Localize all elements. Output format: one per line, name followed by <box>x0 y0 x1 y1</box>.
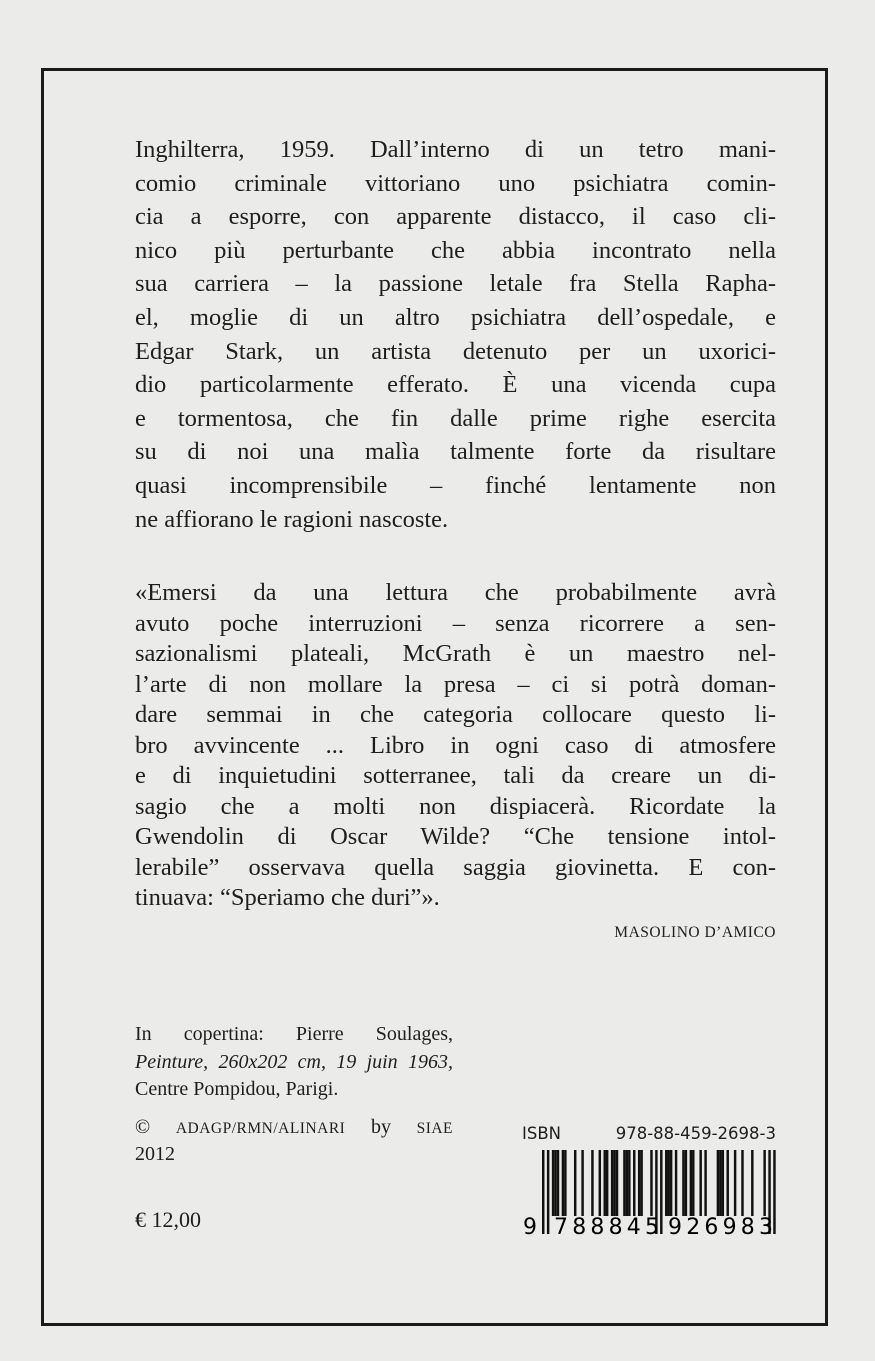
barcode-bar <box>734 1150 736 1216</box>
text-line: sazionalismi plateali, McGrath è un maestro nel- <box>135 640 776 667</box>
barcode-bar <box>741 1150 743 1216</box>
barcode-bar <box>685 1150 687 1216</box>
barcode-bar <box>722 1150 724 1216</box>
text-line: «Emersi da una lettura che probabilmente avrà <box>135 579 776 606</box>
barcode-bar <box>727 1150 729 1216</box>
text-line: dare semmai in che categoria collocare questo li- <box>135 701 776 728</box>
text-line: nico più perturbante che abbia incontrato nella <box>135 236 776 264</box>
barcode-bar <box>552 1150 554 1216</box>
barcode <box>520 1150 780 1245</box>
barcode-bar <box>660 1150 662 1234</box>
text-line: e di inquietudini sotterranee, tali da creare un di- <box>135 762 776 789</box>
text-line: Edgar Stark, un artista detenuto per un uxorici- <box>135 337 776 365</box>
barcode-bar <box>763 1150 765 1216</box>
barcode-bar <box>628 1150 630 1216</box>
price: € 12,00 <box>135 1207 201 1232</box>
copyright-symbol: © <box>135 1115 151 1138</box>
text-line: sua carriera – la passione letale fra Stella Rapha- <box>135 270 776 298</box>
blurb-paragraph <box>135 133 776 536</box>
barcode-bar <box>623 1150 625 1216</box>
barcode-bar <box>667 1150 669 1216</box>
text-line: el, moglie di un altro psichiatra dell’ospedale, e <box>135 303 776 331</box>
barcode-bar <box>616 1150 618 1216</box>
barcode-bar <box>650 1150 652 1216</box>
barcode-bar <box>547 1150 549 1234</box>
copyright-holders: ADAGP/RMN/ALINARI <box>175 1119 346 1137</box>
barcode-bar <box>591 1150 593 1216</box>
barcode-bar <box>557 1150 559 1216</box>
barcode-left-digits: 788845 <box>554 1215 659 1240</box>
barcode-bar <box>564 1150 566 1216</box>
barcode-bar <box>751 1150 753 1216</box>
barcode-bar <box>542 1150 544 1234</box>
barcode-right-digits: 926983 <box>668 1215 773 1240</box>
copyright-year: 2012 <box>135 1143 175 1165</box>
barcode-bar <box>640 1150 642 1216</box>
text-line: comio criminale vittoriano uno psichiatra comin- <box>135 169 776 197</box>
barcode-bar <box>581 1150 583 1216</box>
text-line: e tormentosa, che fin dalle prime righe esercita <box>135 404 776 432</box>
quote-author: MASOLINO D’AMICO <box>614 924 776 941</box>
text-line: quasi incomprensibile – finché lentamente non <box>135 471 776 499</box>
text-line: su di noi una malìa talmente forte da risultare <box>135 438 776 466</box>
text-line: ne affiorano le ragioni nascoste. <box>135 505 449 533</box>
barcode-bar <box>690 1150 692 1216</box>
barcode-bar <box>638 1150 640 1216</box>
text-line: tinuava: “Speriamo che duri”». <box>135 884 440 911</box>
barcode-bar <box>613 1150 615 1216</box>
text-line: lerabile” osservava quella saggia giovinetta. E con- <box>135 853 776 881</box>
text-line: cia a esporre, con apparente distacco, il caso cli- <box>135 203 776 231</box>
isbn-label: ISBN 978-88-459-2698-3 <box>522 1124 776 1143</box>
credits-artwork: Peinture, 260x202 cm, 19 juin 1963, <box>135 1050 453 1073</box>
barcode-bar <box>773 1150 775 1234</box>
barcode-bar <box>562 1150 564 1216</box>
text-line: bro avvincente ... Libro in ogni caso di atmosfere <box>135 731 776 759</box>
copyright-org: SIAE <box>416 1119 454 1137</box>
cover-credits <box>135 1021 453 1169</box>
credits-museum: Centre Pompidou, Parigi. <box>135 1078 339 1100</box>
text-line: dio particolarmente efferato. È una vicenda cupa <box>135 371 776 399</box>
barcode-bar <box>599 1150 601 1216</box>
barcode-bar <box>670 1150 672 1216</box>
barcode-bar <box>719 1150 721 1216</box>
credits-line: In copertina: Pierre Soulages, <box>135 1023 453 1045</box>
barcode-bar <box>692 1150 694 1216</box>
text-line: sagio che a molti non dispiacerà. Ricordate la <box>135 792 776 820</box>
text-line: l’arte di non mollare la presa – ci si potrà doman- <box>135 670 776 698</box>
text-line: avuto poche interruzioni – senza ricorrere a sen- <box>135 609 776 637</box>
barcode-bar <box>682 1150 684 1216</box>
barcode-bar <box>675 1150 677 1216</box>
barcode-bar <box>604 1150 606 1216</box>
barcode-bar <box>611 1150 613 1216</box>
barcode-bar <box>574 1150 576 1216</box>
barcode-bar <box>554 1150 556 1216</box>
text-line: Gwendolin di Oscar Wilde? “Che tensione intol- <box>135 823 776 850</box>
barcode-bar <box>665 1150 667 1216</box>
barcode-bar <box>717 1150 719 1216</box>
barcode-bar <box>699 1150 701 1216</box>
review-quote <box>135 578 776 914</box>
copyright-line <box>135 1114 453 1142</box>
copyright-by: by <box>370 1115 391 1138</box>
barcode-first-digit: 9 <box>523 1215 537 1240</box>
barcode-bar <box>606 1150 608 1216</box>
barcode-bar <box>704 1150 706 1216</box>
text-line: Inghilterra, 1959. Dall’interno di un tetro mani- <box>135 136 776 163</box>
barcode-bar <box>626 1150 628 1216</box>
barcode-bar <box>633 1150 635 1216</box>
